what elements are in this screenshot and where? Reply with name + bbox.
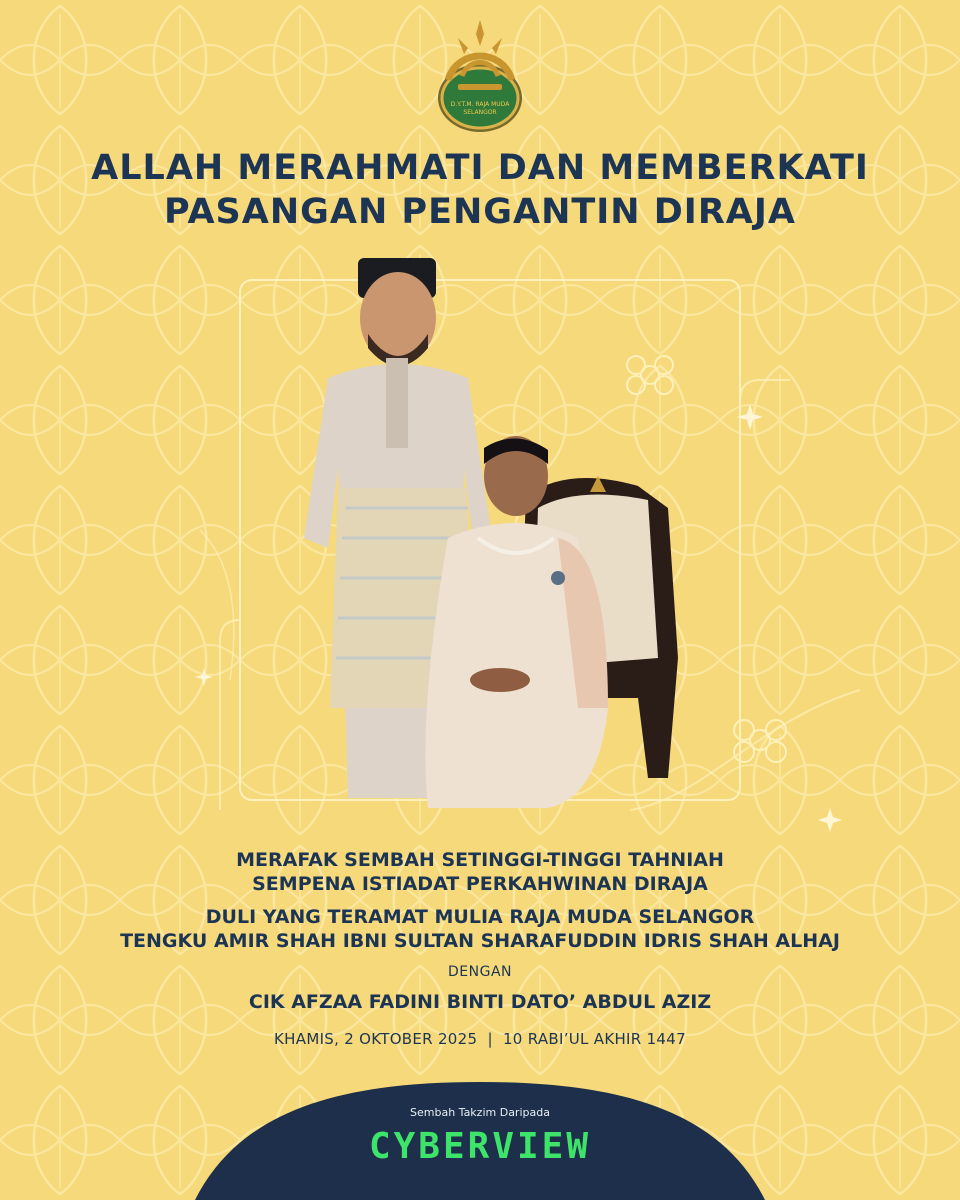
footer-subtitle: Sembah Takzim Daripada bbox=[410, 1106, 550, 1119]
groom-line-2: TENGKU AMIR SHAH IBNI SULTAN SHARAFUDDIN IDRIS SHAH ALHAJ bbox=[120, 930, 840, 952]
svg-text:D.Y.T.M. RAJA MUDA: D.Y.T.M. RAJA MUDA bbox=[450, 101, 510, 108]
headline-line-1: ALLAH MERAHMATI DAN MEMBERKATI bbox=[91, 148, 869, 188]
bride-name: CIK AFZAA FADINI BINTI DATO’ ABDUL AZIZ bbox=[248, 991, 712, 1013]
svg-text:SELANGOR: SELANGOR bbox=[463, 109, 497, 116]
event-date: KHAMIS, 2 OKTOBER 2025 | 10 RABI’UL AKHIR 1447 bbox=[274, 1030, 686, 1048]
headline-line-2: PASANGAN PENGANTIN DIRAJA bbox=[164, 192, 796, 232]
groom-line-1: DULI YANG TERAMAT MULIA RAJA MUDA SELANGOR bbox=[205, 906, 755, 928]
congrats-line-2: SEMPENA ISTIADAT PERKAHWINAN DIRAJA bbox=[252, 873, 708, 895]
conjunction-text: DENGAN bbox=[448, 964, 512, 980]
brand-logo: CYBERVIEW bbox=[368, 1126, 592, 1167]
congrats-line-1: MERAFAK SEMBAH SETINGGI-TINGGI TAHNIAH bbox=[236, 849, 724, 871]
